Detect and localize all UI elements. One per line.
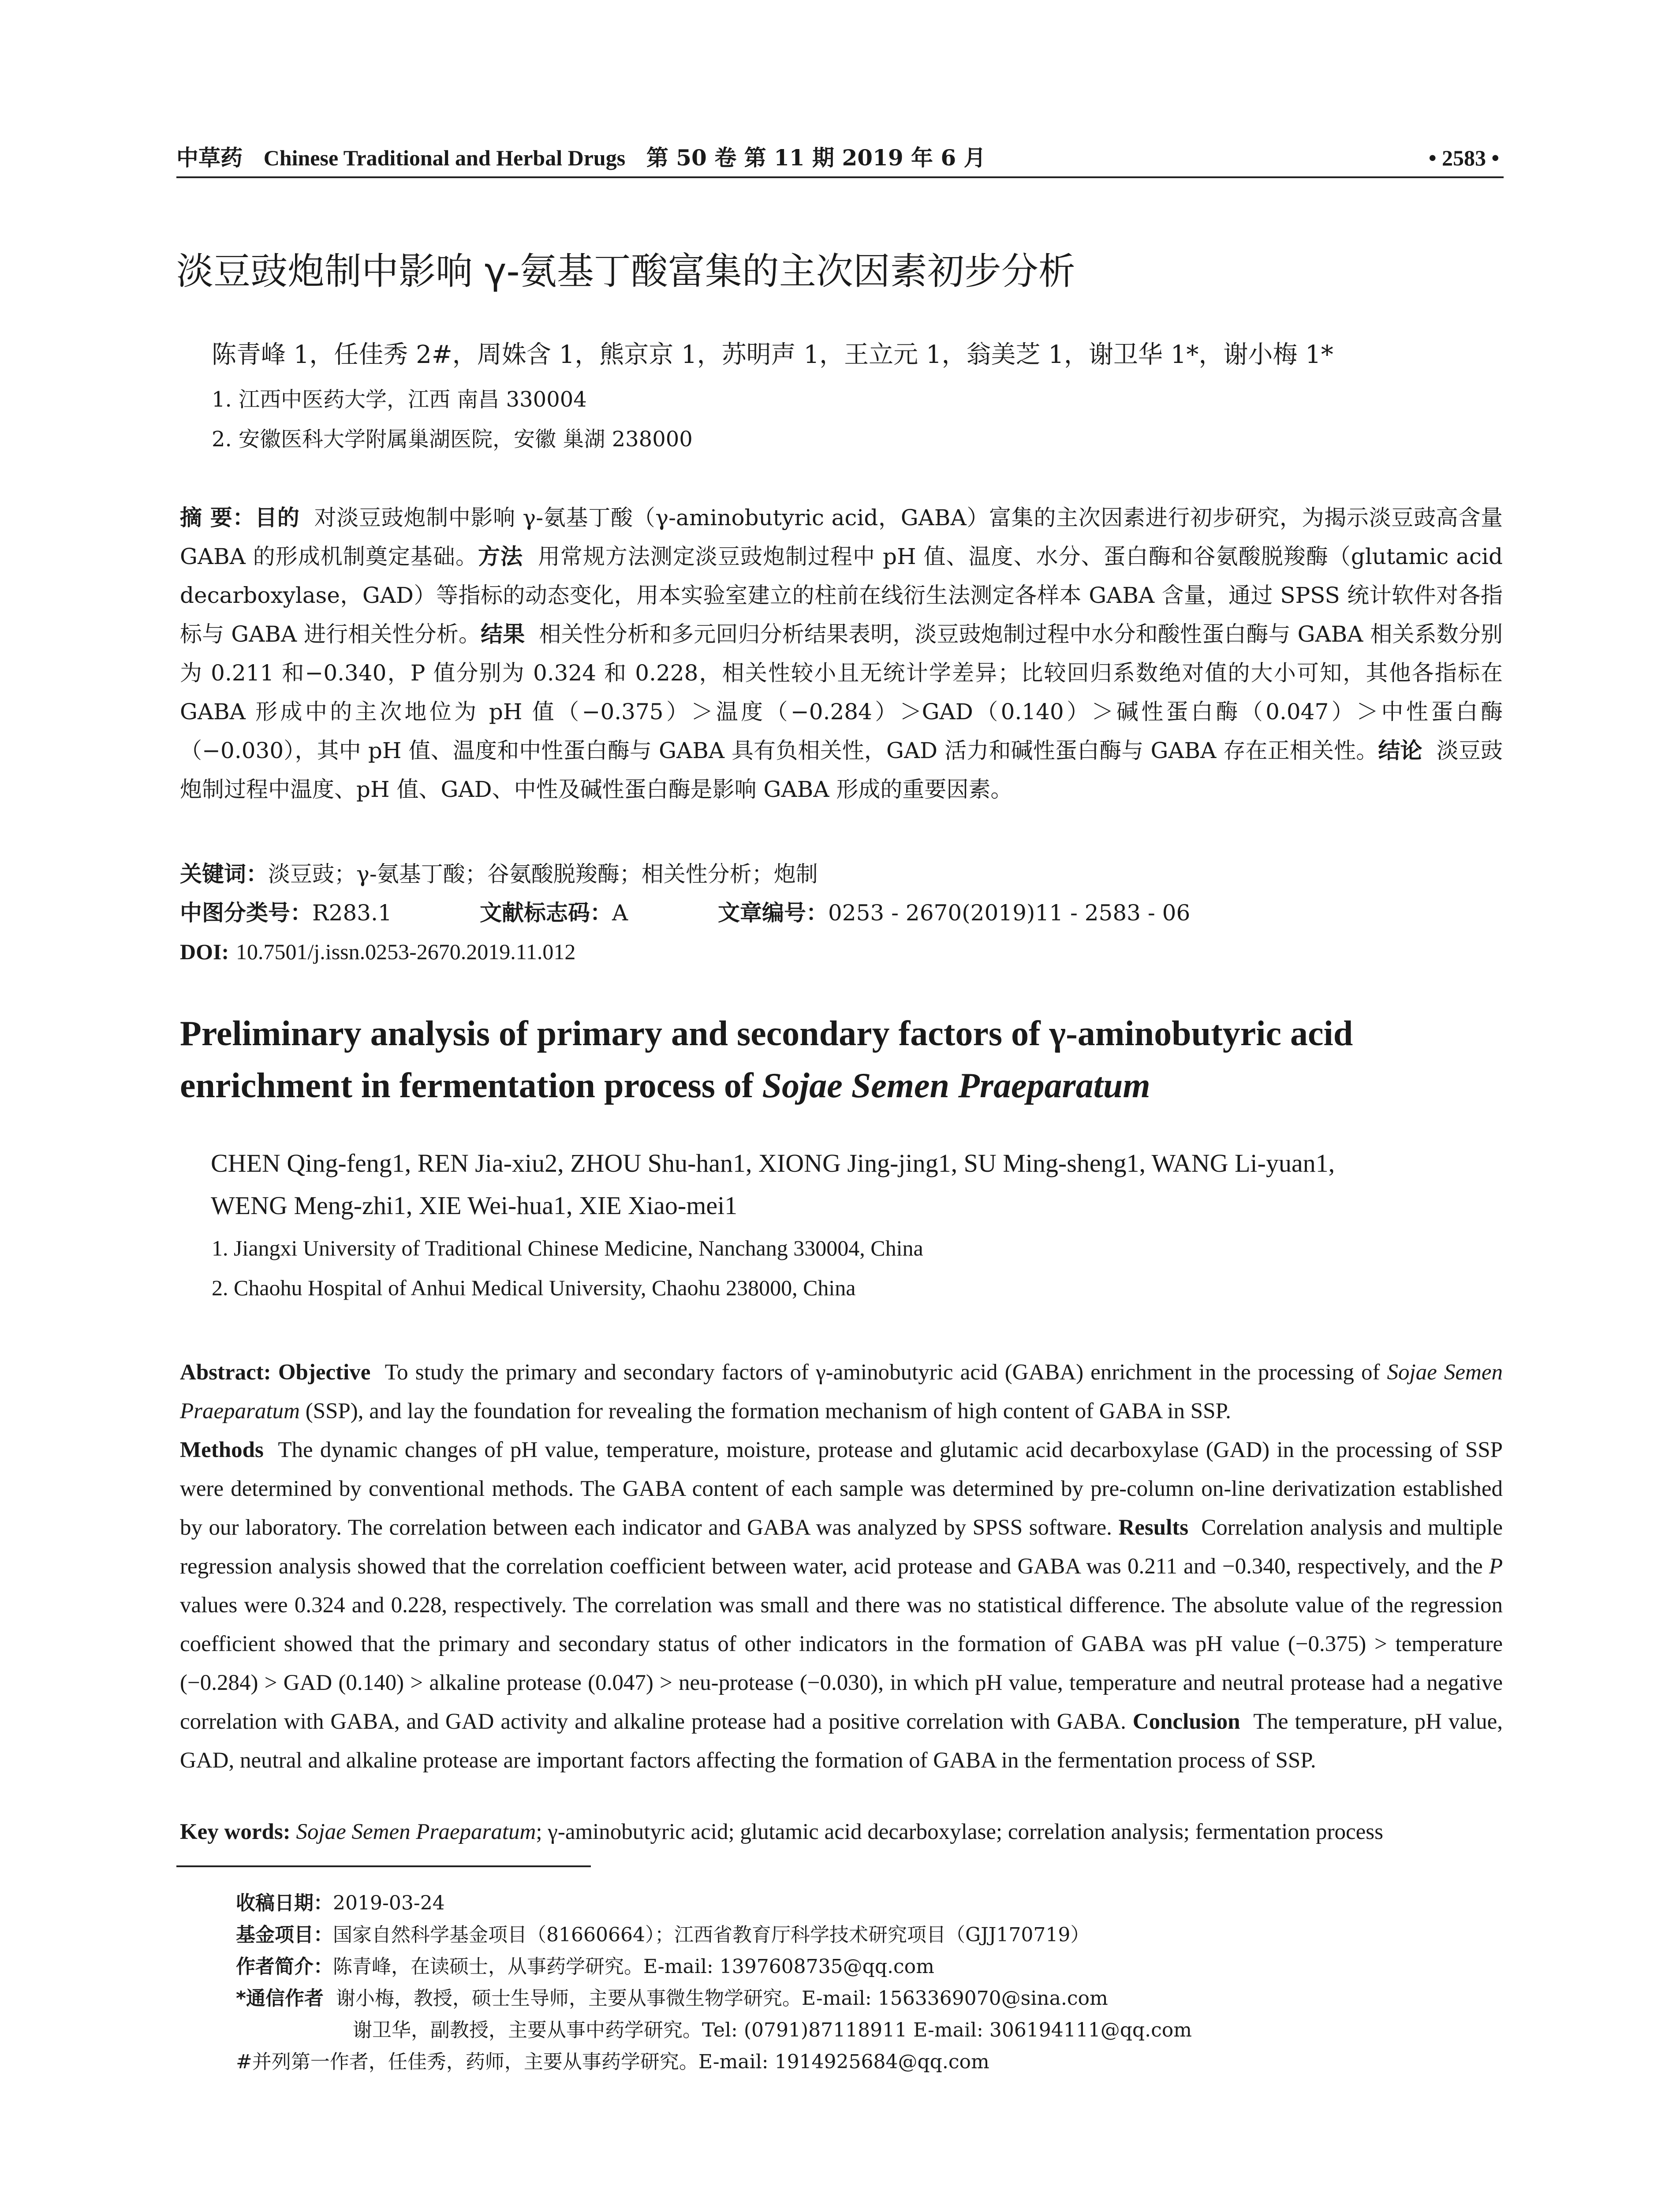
fund-label: 基金项目： xyxy=(236,1924,333,1946)
objective-label: 目的 xyxy=(255,505,300,531)
chinese-authors: 陈青峰 1，任佳秀 2#，周姝含 1，熊京京 1，苏明声 1，王立元 1，翁美芝 1，谢卫华 1*，谢小梅 1* xyxy=(212,340,1333,369)
journal-name-en: Chinese Traditional and Herbal Drugs xyxy=(263,146,626,170)
chinese-abstract xyxy=(180,498,1503,809)
issue-info: 第 50 卷 第 11 期 2019 年 6 月 xyxy=(646,145,986,171)
chinese-affiliation-1: 1. 江西中医药大学，江西 南昌 330004 xyxy=(212,387,587,412)
doi-line xyxy=(180,932,575,971)
english-affiliation-2: 2. Chaohu Hospital of Anhui Medical University, Chaohu 238000, China xyxy=(212,1275,856,1300)
clc-cell xyxy=(180,893,480,932)
doi-label: DOI: xyxy=(180,939,229,964)
en-results-text-a: Correlation analysis and multiple regression analysis showed that the correlation coefficient between water, acid protease and GABA was 0.211 and −0.340, respectively, and the xyxy=(180,1515,1503,1579)
english-title xyxy=(180,1008,1503,1112)
methods-text: 用常规方法测定淡豆豉炮制过程中 pH 值、温度、水分、蛋白酶和谷氨酸脱羧酶（glutamic acid decarboxylase，GAD）等指标的动态变化，用本实验室建立的柱前在线衍生法测定各样本 GABA 含量，通过 SPSS 统计软件对各指标与 GABA 进行相关性分析。 xyxy=(180,544,1503,647)
english-title-italic: Sojae Semen Praeparatum xyxy=(762,1066,1150,1105)
results-label: 结果 xyxy=(481,621,525,647)
corr-text-1: 谢小梅，教授，硕士生导师，主要从事微生物学研究。E-mail: 1563369070@sina.com xyxy=(336,1987,1108,2010)
chinese-affiliation-2: 2. 安徽医科大学附属巢湖医院，安徽 巢湖 238000 xyxy=(212,427,693,452)
english-affiliation-1: 1. Jiangxi University of Traditional Chinese Medicine, Nanchang 330004, China xyxy=(212,1236,923,1260)
doc-code-cell xyxy=(480,893,718,932)
objective-text: 对淡豆豉炮制中影响 γ-氨基丁酸（γ-aminobutyric acid，GABA）富集的主次因素进行初步研究，为揭示淡豆豉高含量 GABA 的形成机制奠定基础。 xyxy=(180,505,1503,569)
en-results-label: Results xyxy=(1118,1515,1189,1540)
conclusion-label: 结论 xyxy=(1378,738,1422,763)
english-authors-line-1: CHEN Qing-feng1, REN Jia-xiu2, ZHOU Shu-han1, XIONG Jing-jing1, SU Ming-sheng1, WANG Li-yuan1, xyxy=(211,1149,1335,1177)
corr-label: *通信作者 xyxy=(236,1987,324,2010)
doc-code-value: A xyxy=(612,900,628,926)
footnote-corresponding-2: 谢卫华，副教授，主要从事中药学研究。Tel: (0791)87118911 E-mail: 306194111@qq.com xyxy=(353,2019,1192,2041)
conclusion-text: 淡豆豉炮制过程中温度、pH 值、GAD、中性及碱性蛋白酶是影响 GABA 形成的重要因素。 xyxy=(180,738,1503,802)
footnote-rule xyxy=(176,1865,591,1867)
header-left xyxy=(176,140,986,176)
header-rule xyxy=(176,176,1504,178)
fund-text: 国家自然科学基金项目（81660664）；江西省教育厅科学技术研究项目（GJJ170719） xyxy=(333,1924,1090,1946)
footnote-corresponding-1 xyxy=(236,1983,1108,2014)
english-authors-line-2: WENG Meng-zhi1, XIE Wei-hua1, XIE Xiao-mei1 xyxy=(211,1191,738,1220)
en-results-text-b: values were 0.324 and 0.228, respectively. The correlation was small and there was no statistical difference. The absolute value of the regression coefficient showed that the primary and secondary status of other indicators in the formation of GABA was pH value (−0.375) > temperature (−0.284) > GAD (0.140) > alkaline protease (0.047) > neu-protease (−0.030), in which pH value, temperature and neutral protease had a negative correlation with GABA, and GAD activity and alkaline protease had a positive correlation with GABA. xyxy=(180,1593,1503,1734)
en-methods-label: Methods xyxy=(180,1438,264,1462)
english-keywords xyxy=(180,1813,1383,1851)
keywords-label: 关键词： xyxy=(180,861,268,887)
bio-text: 陈青峰，在读硕士，从事药学研究。E-mail: 1397608735@qq.com xyxy=(333,1955,934,1978)
footnote-received xyxy=(236,1887,445,1919)
journal-name-cn: 中草药 xyxy=(176,145,243,171)
en-abstract-label: Abstract: xyxy=(180,1360,271,1385)
footnote-fund xyxy=(236,1919,1090,1951)
en-keywords-label: Key words: xyxy=(180,1820,291,1844)
en-objective-label: Objective xyxy=(278,1360,371,1385)
doi-value: 10.7501/j.issn.0253-2670.2019.11.012 xyxy=(236,939,576,964)
doc-code-label: 文献标志码： xyxy=(480,900,612,926)
chinese-keywords xyxy=(180,855,818,893)
abstract-label: 摘 要： xyxy=(180,505,255,531)
methods-label: 方法 xyxy=(478,544,523,569)
footnote-author-bio xyxy=(236,1951,934,1983)
en-objective-text-a: To study the primary and secondary factors of γ-aminobutyric acid (GABA) enrichment in the processing of xyxy=(385,1360,1387,1385)
en-conclusion-text: The temperature, pH value, GAD, neutral and alkaline protease are important factors affecting the formation of GABA in the fermentation process of SSP. xyxy=(180,1709,1503,1773)
page-number: • 2583 • xyxy=(1428,146,1499,170)
clc-value: R283.1 xyxy=(312,900,392,926)
keywords-text: 淡豆豉；γ-氨基丁酸；谷氨酸脱羧酶；相关性分析；炮制 xyxy=(268,861,818,887)
article-no-label: 文章编号： xyxy=(718,900,828,926)
en-results-p: P xyxy=(1489,1554,1503,1579)
en-keywords-italic: Sojae Semen Praeparatum xyxy=(296,1820,536,1844)
received-date: 2019-03-24 xyxy=(333,1892,445,1914)
results-text: 相关性分析和多元回归分析结果表明，淡豆豉炮制过程中水分和酸性蛋白酶与 GABA 相关系数分别为 0.211 和−0.340，P 值分别为 0.324 和 0.228，相关性较小且无统计学差异；比较回归系数绝对值的大小可知，其他各指标在 GABA 形成中的主次地位为 pH 值（−0.375）＞温度（−0.284）＞GAD（0.140）＞碱性蛋白酶（0.047）＞中性蛋白酶（−0.030），其中 pH 值、温度和中性蛋白酶与 GABA 具有负相关性，GAD 活力和碱性蛋白酶与 GABA 存在正相关性。 xyxy=(180,621,1503,763)
english-title-text: Preliminary analysis of primary and secondary factors of γ-aminobutyric acid enrichment in fermentation process of xyxy=(180,1014,1353,1105)
en-objective-text-b: (SSP), and lay the foundation for revealing the formation mechanism of high content of GABA in SSP. xyxy=(299,1399,1231,1424)
en-conclusion-label: Conclusion xyxy=(1132,1709,1240,1734)
english-abstract xyxy=(180,1353,1503,1780)
running-header xyxy=(176,140,1504,176)
bio-label: 作者简介： xyxy=(236,1955,333,1978)
chinese-title: 淡豆豉炮制中影响 γ-氨基丁酸富集的主次因素初步分析 xyxy=(176,250,1075,293)
clc-label: 中图分类号： xyxy=(180,900,312,926)
en-keywords-rest: ; γ-aminobutyric acid; glutamic acid decarboxylase; correlation analysis; fermentation process xyxy=(536,1820,1383,1844)
classification-line xyxy=(180,893,1503,932)
received-label: 收稿日期： xyxy=(236,1892,333,1914)
en-methods-text: The dynamic changes of pH value, temperature, moisture, protease and glutamic acid decarboxylase (GAD) in the processing of SSP were determined by conventional methods. The GABA content of each sample was determined by pre-column on-line derivatization established by our laboratory. The correlation between each indicator and GABA was analyzed by SPSS software. xyxy=(180,1438,1503,1540)
article-no-value: 0253 - 2670(2019)11 - 2583 - 06 xyxy=(828,900,1191,926)
english-authors xyxy=(211,1142,1490,1227)
footnote-co-first-author: #并列第一作者，任佳秀，药师，主要从事药学研究。E-mail: 1914925684@qq.com xyxy=(236,2051,989,2073)
article-no-cell xyxy=(718,893,1190,932)
en-objective-italic: Sojae Semen Praeparatum xyxy=(180,1360,1503,1424)
